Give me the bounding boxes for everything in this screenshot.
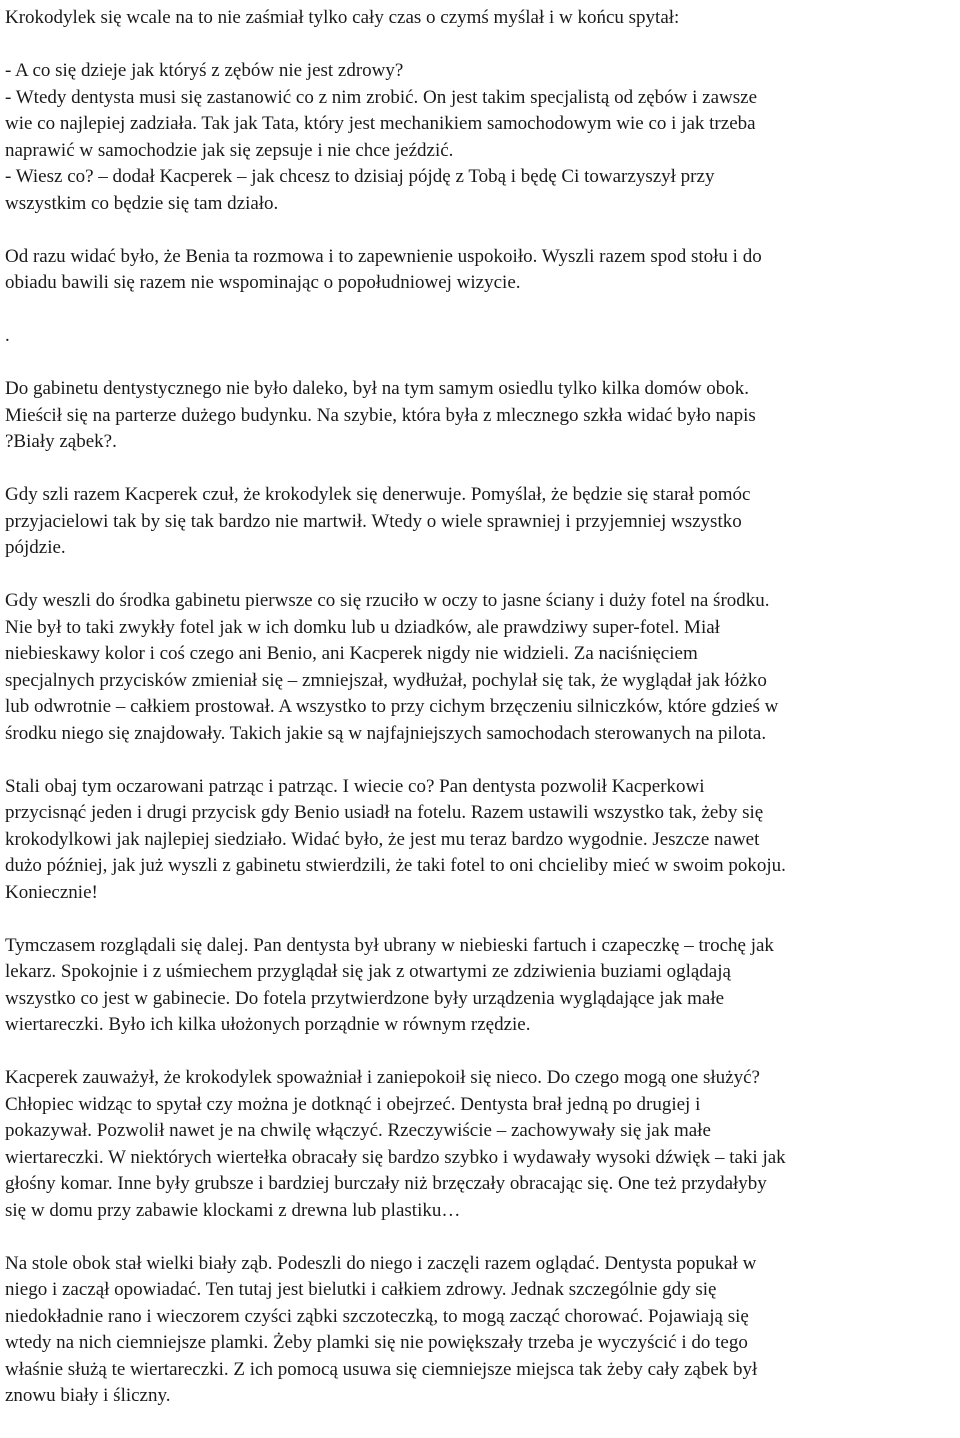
text-line: Koniecznie!: [5, 881, 98, 903]
text-line: Stali obaj tym oczarowani patrząc i patrząc. I wiecie co? Pan dentysta pozwolił Kacperkowi: [5, 775, 705, 797]
paragraph: [5, 5, 957, 32]
text-line: właśnie służą te wiertareczki. Z ich pomocą usuwa się ciemniejsze miejsca tak żeby cały ząbek był: [5, 1358, 758, 1380]
text-line: lekarz. Spokojnie i z uśmiechem przyglądał się jak z otwartymi ze zdziwienia buziami oglądają: [5, 961, 731, 982]
text-line: głośny komar. Inne były grubsze i bardziej burczały niż brzęczały obracając się. One też przydałyby: [5, 1173, 767, 1194]
text-line: Krokodylek się wcale na to nie zaśmiał tylko cały czas o czymś myślał i w końcu spytał:: [5, 7, 680, 28]
text-line: Kacperek zauważył, że krokodylek spoważniał i zaniepokoił się nieco. Do czego mogą one służyć?: [5, 1067, 760, 1088]
paragraph: [5, 933, 957, 1039]
paragraph: [5, 482, 957, 562]
text-line: .: [5, 325, 10, 346]
text-line: niedokładnie rano i wieczorem czyści ząbki szczoteczką, to mogą zacząć chorować. Pojawiają się: [5, 1305, 749, 1327]
text-line: wtedy na nich ciemniejsze plamki. Żeby plamki się nie powiększały trzeba je wyczyścić i do tego: [5, 1332, 748, 1353]
text-line: Gdy weszli do środka gabinetu pierwsze co się rzuciło w oczy to jasne ściany i duży fotel na środku.: [5, 590, 770, 611]
text-line: Tymczasem rozglądali się dalej. Pan dentysta był ubrany w niebieski fartuch i czapeczkę – trochę jak: [5, 934, 774, 956]
text-line: - A co się dzieje jak któryś z zębów nie jest zdrowy?: [5, 60, 404, 81]
text-line: wiertareczki. Było ich kilka ułożonych porządnie w równym rzędzie.: [5, 1014, 531, 1035]
paragraph: [5, 323, 957, 350]
paragraph: [5, 774, 957, 907]
paragraph: [5, 1065, 957, 1224]
text-line: wiertareczki. W niektórych wiertełka obracały się bardzo szybko i wydawały wysoki dźwięk – taki jak: [5, 1146, 786, 1168]
paragraph: [5, 244, 957, 297]
document-page: [5, 5, 957, 1410]
paragraph: [5, 376, 957, 456]
text-line: wszystko co jest w gabinecie. Do fotela przytwierdzone były urządzenia wyglądające jak małe: [5, 987, 725, 1009]
text-line: naprawić w samochodzie jak się zepsuje i nie chce jeździć.: [5, 139, 454, 161]
text-line: przycisnąć jeden i drugi przycisk gdy Benio usiadł na fotelu. Razem ustawili wszystko tak, żeby się: [5, 802, 764, 823]
text-line: - Wtedy dentysta musi się zastanowić co z nim zrobić. On jest takim specjalistą od zębów i zawsze: [5, 86, 758, 108]
text-line: wszystkim co będzie się tam działo.: [5, 192, 279, 214]
text-line: się w domu przy zabawie klockami z drewna lub plastiku…: [5, 1199, 461, 1221]
paragraph: [5, 1251, 957, 1410]
paragraph: [5, 588, 957, 747]
text-line: wie co najlepiej zadziała. Tak jak Tata, który jest mechanikiem samochodowym wie co i jak trzeba: [5, 113, 756, 134]
text-line: niego i zaczął opowiadać. Ten tutaj jest bielutki i całkiem zdrowy. Jednak szczególnie gdy się: [5, 1279, 717, 1300]
text-line: środku niego się znajdowały. Takich jakie są w najfajniejszych samochodach sterowanych na pilota.: [5, 722, 767, 744]
text-line: Mieścił się na parterze dużego budynku. Na szybie, która była z mlecznego szkła widać było napis: [5, 404, 756, 426]
text-line: niebieskawy kolor i coś czego ani Benio, ani Kacperek nigdy nie widzieli. Za naciśnięciem: [5, 643, 698, 664]
text-line: Do gabinetu dentystycznego nie było daleko, był na tym samym osiedlu tylko kilka domów obok.: [5, 378, 750, 399]
text-line: Gdy szli razem Kacperek czuł, że krokodylek się denerwuje. Pomyślał, że będzie się starał pomóc: [5, 484, 751, 505]
text-line: Chłopiec widząc to spytał czy można je dotknąć i obejrzeć. Dentysta brał jedną po drugiej i: [5, 1093, 701, 1115]
text-line: Od razu widać było, że Benia ta rozmowa i to zapewnienie uspokoiło. Wyszli razem spod stołu i do: [5, 245, 762, 267]
text-line: znowu biały i śliczny.: [5, 1385, 171, 1406]
text-line: ?Biały ząbek?.: [5, 431, 117, 452]
text-line: krokodylkowi jak najlepiej siedziało. Widać było, że jest mu teraz bardzo wygodnie. Jeszcze nawet: [5, 828, 760, 850]
text-line: przyjacielowi tak by się tak bardzo nie martwił. Wtedy o wiele sprawniej i przyjemniej wszystko: [5, 510, 742, 532]
text-line: specjalnych przycisków zmieniał się – zmniejszał, wydłużał, pochylał się tak, że wyglądał jak łóżko: [5, 669, 767, 691]
paragraph: [5, 58, 957, 217]
text-line: Nie był to taki zwykły fotel jak w ich domku lub u dziadków, ale prawdziwy super-fotel. Miał: [5, 616, 720, 638]
text-line: obiadu bawili się razem nie wspominając o popołudniowej wizycie.: [5, 272, 521, 293]
text-line: pokazywał. Pozwolił nawet je na chwilę włączyć. Rzeczywiście – zachowywały się jak małe: [5, 1120, 711, 1141]
text-line: - Wiesz co? – dodał Kacperek – jak chcesz to dzisiaj pójdę z Tobą i będę Ci towarzyszył przy: [5, 166, 715, 187]
text-line: pójdzie.: [5, 537, 66, 558]
text-line: Na stole obok stał wielki biały ząb. Podeszli do niego i zaczęli razem oglądać. Dentysta popukał w: [5, 1252, 757, 1274]
text-line: dużo później, jak już wyszli z gabinetu stwierdzili, że taki fotel to oni chcieliby mieć w swoim pokoju.: [5, 855, 786, 876]
text-line: lub odwrotnie – całkiem prostował. A wszystko to przy cichym brzęczeniu silniczków, które gdzieś w: [5, 696, 779, 717]
